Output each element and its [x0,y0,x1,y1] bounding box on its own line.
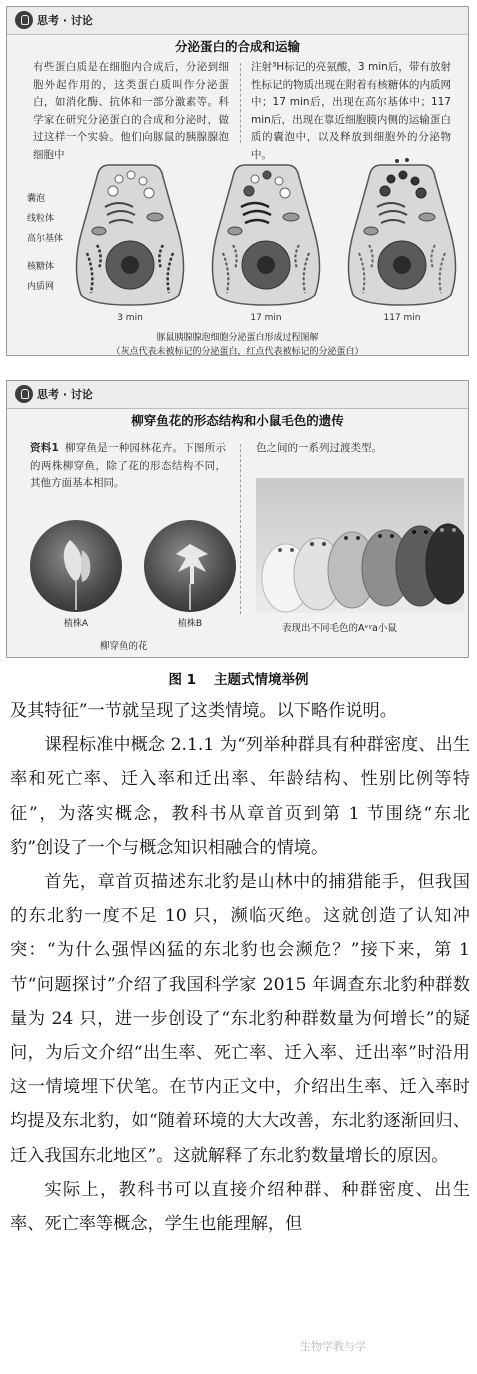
panel-header [7,7,468,35]
panel-header [7,381,468,409]
flower-photo [144,520,236,612]
discussion-badge [15,385,93,403]
material-1-title: 资料1 [30,442,59,454]
badge-label: 思考 · 讨论 [37,388,93,401]
flower-caption: 柳穿鱼的花 [100,641,148,652]
flower-b-illustration [144,520,236,612]
caption-line-2: （灰点代表未被标记的分泌蛋白，红点代表被标记的分泌蛋白） [111,347,364,357]
mice-caption: 表现出不同毛色的Aᵛʸa小鼠 [282,623,397,634]
organelle-labels [27,189,63,297]
panel-title: 分泌蛋白的合成和运输 [174,39,300,54]
material-right-text: 色之间的一系列过渡类型。 [256,442,382,454]
paragraph-2: 课程标准中概念 2.1.1 为“列举种群具有种群密度、出生率和死亡率、迁入率和迁出率、年龄结构、性别比例等特征”，为落实概念，教科书从章首页到第 1 节围绕“东北豹”创设了一个与概念知识相融合的情境。 [10,735,470,858]
material-1-body: 柳穿鱼是一种园林花卉。下图所示的两株柳穿鱼，除了花的形态结构不同，其他方面基本相同。 [30,442,227,490]
cell-3min [69,157,191,323]
time-label: 17 min [250,313,282,323]
badge-label: 思考 · 讨论 [37,14,93,27]
panel-text-left: 有些蛋白质是在细胞内合成后，分泌到细胞外起作用的，这类蛋白质叫作分泌蛋白，如消化酶、抗体和一部分激素等。科学家在研究分泌蛋白的合成和分泌时，做过这样一个实验。他们向豚鼠的胰腺腺泡细胞中 [33,61,229,161]
figure-caption [7,331,468,359]
label-er: 内质网 [27,282,55,292]
paragraph-1: 及其特征”一节就呈现了这类情境。以下略作说明。 [10,701,397,721]
time-label: 117 min [383,313,421,323]
lightbulb-icon [15,11,33,29]
figure-1-caption [0,668,477,688]
column-divider [240,63,241,143]
mice-photo [256,478,464,613]
acinar-cell-illustration [69,157,191,307]
flower-a-illustration [30,520,122,612]
flower-photo [30,520,122,612]
paragraph-4: 实际上，教科书可以直接介绍种群、种群密度、出生率、死亡率等概念，学生也能理解，但 [10,1179,470,1235]
paragraph-3: 首先，章首页描述东北豹是山林中的捕猎能手，但我国的东北豹一度不足 10 只，濒临灭绝。这就创造了认知冲突：“为什么强悍凶猛的东北豹也会濒危？”接下来，第 1 节“问题探讨”介绍了我国科学家 2015 年调查东北豹种群数量为 24 只，进一步创设了“东北豹种群数量为何增长”的疑问，为后文介绍“出生率、死亡率、迁入率、迁出率”时沿用这一情境埋下伏笔。在节内正文中，介绍出生率、迁入率时均提及东北豹，如“随着环境的大大改善，东北豹逐渐回归、迁入我国东北地区”。这就解释了东北豹数量增长的原因。 [10,872,470,1166]
time-label: 3 min [117,313,143,323]
acinar-cell-illustration [341,157,463,307]
panel-title: 柳穿鱼花的形态结构和小鼠毛色的遗传 [131,413,344,428]
caption-line-1: 豚鼠胰腺腺泡细胞分泌蛋白形成过程图解 [156,333,319,343]
acinar-cell-illustration [205,157,327,307]
flower-b-label: 植株B [177,619,203,629]
flower-a-label: 植株A [63,619,89,629]
label-ribosome: 核糖体 [27,262,55,272]
figure-number: 图 1 [168,672,197,688]
label-golgi: 高尔基体 [27,234,64,244]
lightbulb-icon [15,385,33,403]
material-1-text [30,440,226,493]
discussion-badge [15,11,93,29]
flower-b [144,520,236,629]
discussion-panel-secretory-protein [6,6,469,356]
label-vesicle: 囊泡 [27,194,46,204]
panel-text-right: 注射³H标记的亮氨酸，3 min后，带有放射性标记的物质出现在附着有核糖体的内质网中；17 min后，出现在高尔基体中；117 min后，出现在靠近细胞膜内侧的运输蛋白质的囊泡中，以及释放到细胞外的分泌物中。 [251,61,451,161]
cell-17min [205,157,327,323]
flower-photos [30,520,236,629]
column-divider [240,444,241,614]
article-body [10,694,470,1241]
watermark: 生物学教与学 [300,1340,366,1353]
label-mitochondria: 线粒体 [27,214,55,224]
figure-title: 主题式情境举例 [214,672,309,688]
mice-illustration [256,478,464,613]
cell-diagram-row [69,157,463,323]
cell-117min [341,157,463,323]
flower-a [30,520,122,629]
